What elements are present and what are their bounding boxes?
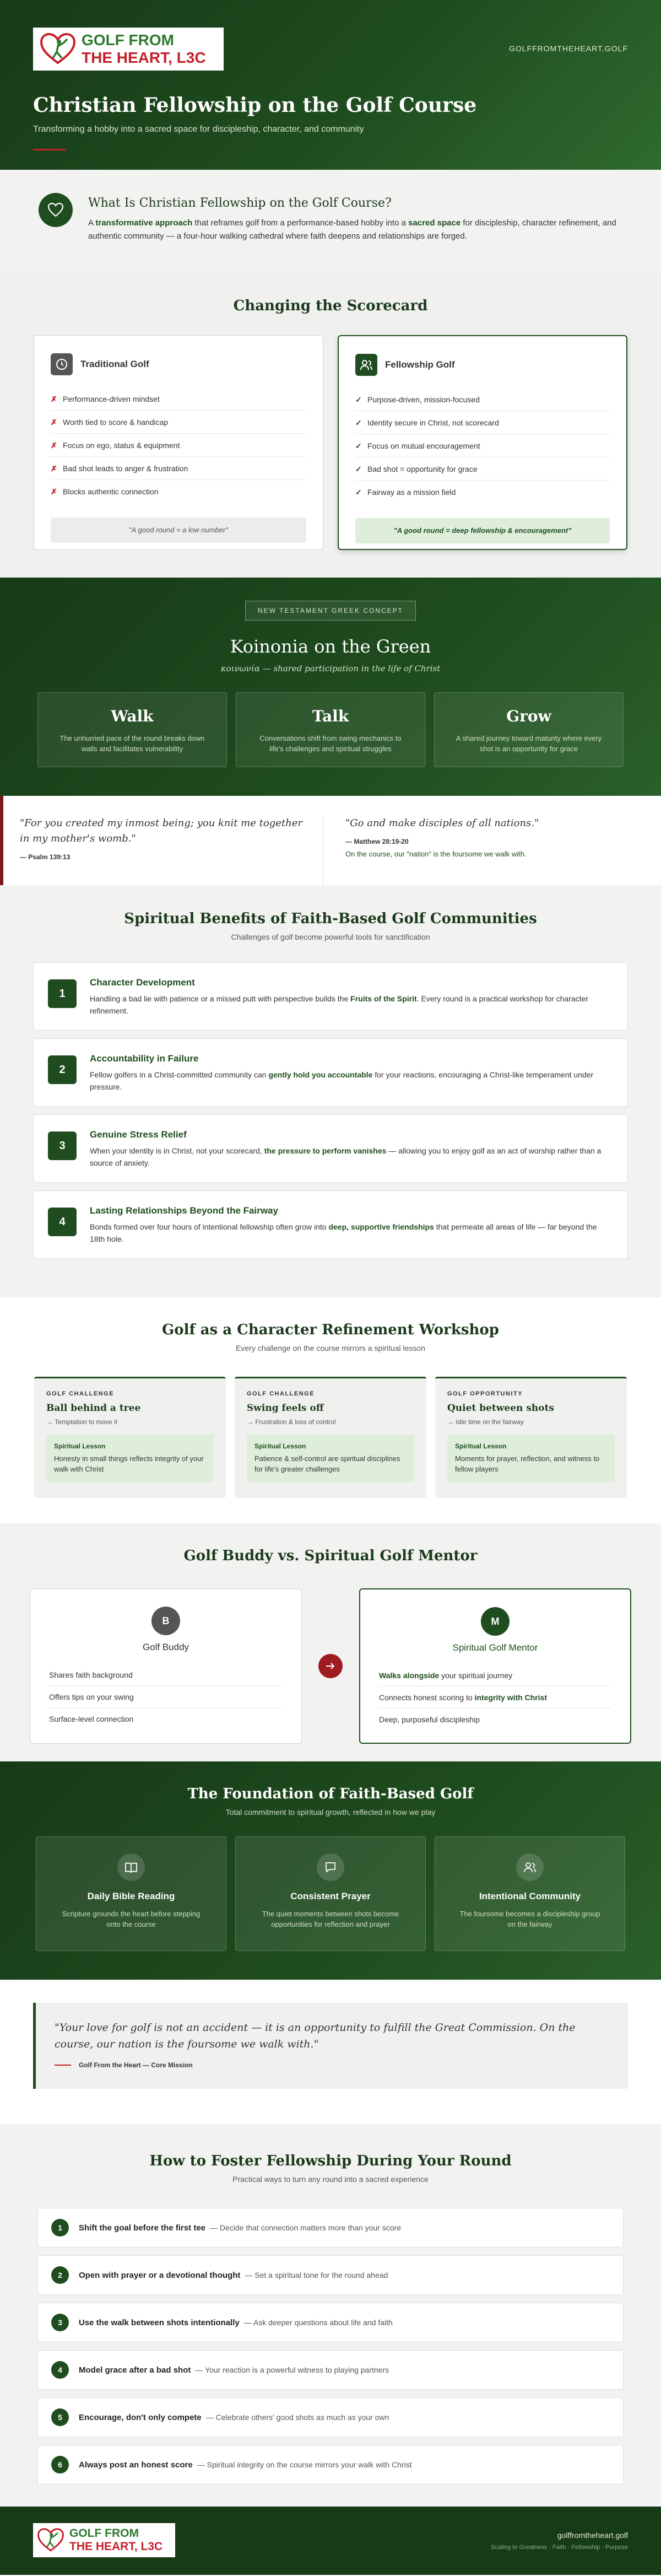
- community-card: [435, 1836, 625, 1951]
- benefits-section: [0, 885, 661, 1297]
- concept-badge: NEW TESTAMENT GREEK CONCEPT: [245, 601, 416, 621]
- benefit-item: [33, 1114, 628, 1183]
- card-name: Golf Buddy: [142, 1642, 189, 1652]
- lesson-text: Moments for prayer, reflection, and witness to fellow players: [455, 1454, 600, 1473]
- list-item: ✗ Performance-driven mindset: [51, 387, 306, 411]
- grow-card: [434, 692, 624, 767]
- avatar: M: [481, 1607, 510, 1636]
- foster-fellowship-section: [0, 2124, 661, 2507]
- card-description: Conversations shift from swing mechanics to life's challenges and spiritual struggles: [259, 734, 402, 753]
- lesson-text: Honesty in small things reflects integrity of your walk with Christ: [54, 1454, 204, 1473]
- workshop-section: [0, 1297, 661, 1523]
- card-label: GOLF CHALLENGE: [247, 1391, 315, 1397]
- scripture-quote: [20, 816, 323, 885]
- workshop-subtitle: Every challenge on the course mirrors a spiritual lesson: [236, 1344, 425, 1352]
- site-url-link[interactable]: GOLFFROMTHEHEART.GOLF: [509, 44, 628, 53]
- step-title: Shift the goal before the first tee: [79, 2223, 206, 2233]
- lesson-box: [46, 1435, 214, 1482]
- logo-line-1: GOLF FROM: [82, 31, 174, 48]
- step-number: 4: [51, 2361, 69, 2379]
- traditional-title: Traditional Golf: [80, 359, 149, 369]
- step-item: [37, 2445, 624, 2485]
- step-number: 3: [51, 2314, 69, 2331]
- step-title: Model grace after a bad shot: [79, 2365, 191, 2375]
- quote-reference: — Matthew 28:19-20: [345, 838, 409, 845]
- accent-divider: [33, 149, 66, 150]
- mission-attribution: Golf From the Heart — Core Mission: [55, 2061, 610, 2069]
- step-description: — Celebrate others' good shots as much as your own: [205, 2413, 389, 2422]
- benefit-number: 4: [48, 1208, 77, 1236]
- spiritual-mentor-card: [359, 1588, 631, 1744]
- mission-quote: "Your love for golf is not an accident — it is an opportunity to fulfill the Great Commission. On the course, our nation is the foursome we walk with.": [55, 2022, 576, 2050]
- benefit-description: When your identity is in Christ, not your scorecard, the pressure to perform vanishes — allowing you to enjoy golf as an act of worship rather than a source of anxiety.: [90, 1146, 602, 1167]
- card-description: The quiet moments between shots become opportunities for reflection and prayer: [262, 1910, 399, 1928]
- card-heading: Walk: [111, 707, 154, 725]
- hero-header: [0, 0, 661, 170]
- scorecard-section: [0, 271, 661, 578]
- prayer-card: [235, 1836, 426, 1951]
- card-label: GOLF CHALLENGE: [46, 1391, 115, 1397]
- check-icon: ✓: [355, 418, 362, 427]
- what-is-section: [0, 170, 661, 271]
- step-title: Always post an honest score: [79, 2460, 193, 2470]
- scripture-quotes: [0, 796, 661, 885]
- step-description: — Set a spiritual tone for the round ahead: [245, 2271, 388, 2279]
- card-description: The foursome becomes a discipleship group on the fairway: [459, 1910, 600, 1928]
- step-description: — Spiritual integrity on the course mirrors your walk with Christ: [197, 2460, 412, 2469]
- step-item: [37, 2397, 624, 2437]
- list-item: ✓ Purpose-driven, mission-focused: [355, 388, 610, 411]
- list-item: Deep, purposeful discipleship: [379, 1715, 480, 1724]
- people-icon: [355, 354, 377, 376]
- book-icon: [117, 1853, 145, 1881]
- card-subtitle: → Frustration & loss of control: [247, 1418, 336, 1426]
- benefit-item: [33, 962, 628, 1031]
- step-number: 6: [51, 2456, 69, 2473]
- x-icon: ✗: [51, 418, 57, 427]
- bible-reading-card: [36, 1836, 226, 1951]
- step-description: — Your reaction is a powerful witness to playing partners: [195, 2365, 389, 2374]
- page-title: Christian Fellowship on the Golf Course: [33, 94, 477, 117]
- lesson-label: Spiritual Lesson: [54, 1442, 106, 1450]
- benefit-number: 1: [48, 979, 77, 1008]
- x-icon: ✗: [51, 464, 57, 473]
- quote-text: "For you created my inmost being; you knit me together in my mother's womb.": [20, 817, 303, 844]
- golf-buddy-card: [30, 1588, 302, 1744]
- check-icon: ✓: [355, 395, 362, 404]
- brand-logo[interactable]: [33, 28, 224, 71]
- step-number: 2: [51, 2266, 69, 2284]
- opportunity-card: [435, 1377, 627, 1498]
- quote-reference: — Psalm 139:13: [20, 853, 71, 861]
- site-footer: [0, 2507, 661, 2575]
- list-item: Connects honest scoring to integrity with Christ: [379, 1686, 611, 1709]
- logo-line-1: GOLF FROM: [69, 2527, 139, 2540]
- challenge-card: [235, 1377, 426, 1498]
- list-item: ✗ Blocks authentic connection: [51, 480, 306, 503]
- talk-card: [236, 692, 425, 767]
- step-number: 1: [51, 2219, 69, 2237]
- card-heading: Daily Bible Reading: [87, 1891, 175, 1901]
- lesson-label: Spiritual Lesson: [254, 1442, 306, 1450]
- foundation-title: The Foundation of Faith-Based Golf: [187, 1786, 474, 1802]
- benefits-title: Spiritual Benefits of Faith-Based Golf Communities: [124, 910, 537, 927]
- scripture-quote: [323, 816, 626, 885]
- card-description: Scripture grounds the heart before stepping onto the course: [62, 1910, 201, 1928]
- benefit-heading: Accountability in Failure: [90, 1053, 199, 1064]
- list-item: ✓ Fairway as a mission field: [355, 481, 610, 504]
- benefits-subtitle: Challenges of golf become powerful tools for sanctification: [231, 933, 430, 941]
- x-icon: ✗: [51, 395, 57, 403]
- card-heading: Intentional Community: [479, 1891, 581, 1901]
- footer-tagline: Scaling to Greatness · Faith · Fellowship · Purpose: [491, 2544, 628, 2551]
- koinonia-title: Koinonia on the Green: [230, 636, 431, 657]
- list-item: ✓ Identity secure in Christ, not scorecard: [355, 411, 610, 434]
- card-title: Swing feels off: [247, 1403, 324, 1414]
- lesson-box: [447, 1435, 615, 1482]
- mission-quote-box: [33, 2003, 628, 2089]
- list-item: ✗ Focus on ego, status & equipment: [51, 434, 306, 457]
- fellowship-summary: "A good round = deep fellowship & encouragement": [355, 518, 610, 543]
- list-item: Shares faith background: [49, 1664, 283, 1686]
- list-item: Walks alongside your spiritual journey: [379, 1664, 611, 1686]
- benefit-item: [33, 1038, 628, 1107]
- arrow-right-icon: [318, 1654, 343, 1678]
- check-icon: ✓: [355, 441, 362, 450]
- workshop-title: Golf as a Character Refinement Workshop: [162, 1322, 499, 1338]
- check-icon: ✓: [355, 488, 362, 497]
- lesson-box: [247, 1435, 414, 1482]
- card-subtitle: → Idle time on the fairway: [447, 1418, 524, 1426]
- logo-line-2: THE HEART, L3C: [82, 49, 206, 66]
- benefit-description: Handling a bad lie with patience or a missed putt with perspective builds the Fruits of the Spirit. Every round is a practical workshop for character refinement.: [90, 994, 588, 1015]
- step-item: [37, 2303, 624, 2342]
- benefit-number: 3: [48, 1131, 77, 1160]
- list-item: ✗ Bad shot leads to anger & frustration: [51, 457, 306, 480]
- benefit-heading: Lasting Relationships Beyond the Fairway: [90, 1205, 278, 1216]
- quote-explanation: On the course, our "nation" is the foursome we walk with.: [345, 850, 527, 858]
- foundation-subtitle: Total commitment to spiritual growth, reflected in how we play: [225, 1808, 436, 1817]
- card-title: Quiet between shots: [447, 1403, 555, 1414]
- walk-card: [37, 692, 227, 767]
- chat-icon: [317, 1853, 344, 1881]
- heart-golfer-icon: [39, 32, 77, 66]
- x-icon: ✗: [51, 441, 57, 450]
- heart-golfer-icon: [36, 2526, 65, 2555]
- lesson-label: Spiritual Lesson: [455, 1442, 507, 1450]
- card-title: Ball behind a tree: [46, 1403, 141, 1414]
- step-description: — Decide that connection matters more than your score: [210, 2223, 402, 2232]
- list-item: Surface-level connection: [49, 1715, 134, 1723]
- step-number: 5: [51, 2408, 69, 2426]
- accent-line: [55, 2065, 71, 2066]
- what-is-paragraph: A transformative approach that reframes golf from a performance-based hobby into a sacred space for discipleship, character refinement, and authentic community — a four-hour walking cathedral where faith deepens and relationships are forged.: [88, 218, 616, 241]
- what-is-heading: What Is Christian Fellowship on the Golf Course?: [88, 196, 392, 210]
- benefit-description: Fellow golfers in a Christ-committed community can gently hold you accountable for your reactions, encouraging a Christ-like temperament under pressure.: [90, 1070, 594, 1091]
- benefit-item: [33, 1190, 628, 1259]
- fellowship-title: Fellowship Golf: [385, 359, 455, 370]
- page-subtitle: Transforming a hobby into a sacred space for discipleship, character, and community: [33, 125, 364, 134]
- list-item: ✓ Bad shot = opportunity for grace: [355, 457, 610, 481]
- benefit-heading: Genuine Stress Relief: [90, 1129, 187, 1140]
- benefit-heading: Character Development: [90, 977, 195, 988]
- card-label: GOLF OPPORTUNITY: [447, 1391, 523, 1397]
- footer-url-link[interactable]: golffromtheheart.golf: [557, 2531, 628, 2540]
- list-item: ✗ Worth tied to score & handicap: [51, 411, 306, 434]
- step-description: — Ask deeper questions about life and faith: [243, 2318, 393, 2327]
- koinonia-definition: κοινωνία — shared participation in the life of Christ: [220, 664, 441, 673]
- traditional-summary: "A good round = a low number": [51, 518, 306, 543]
- fellowship-golf-card: [338, 335, 627, 550]
- clock-icon: [51, 353, 73, 375]
- foster-title: How to Foster Fellowship During Your Round: [149, 2153, 512, 2169]
- traditional-golf-card: [34, 335, 323, 550]
- list-item: ✓ Focus on mutual encouragement: [355, 434, 610, 457]
- koinonia-section: [0, 578, 661, 796]
- card-subtitle: → Temptation to move it: [46, 1418, 118, 1426]
- step-title: Use the walk between shots intentionally: [79, 2318, 240, 2327]
- quote-text: "Go and make disciples of all nations.": [345, 817, 539, 829]
- step-item: [37, 2350, 624, 2390]
- card-heading: Consistent Prayer: [290, 1891, 371, 1901]
- heart-icon: [39, 193, 73, 227]
- buddy-title: Golf Buddy vs. Spiritual Golf Mentor: [183, 1548, 478, 1564]
- x-icon: ✗: [51, 487, 57, 496]
- step-title: Encourage, don't only compete: [79, 2412, 202, 2422]
- scorecard-title: Changing the Scorecard: [233, 298, 428, 314]
- step-title: Open with prayer or a devotional thought: [79, 2270, 241, 2280]
- benefit-number: 2: [48, 1055, 77, 1084]
- buddy-vs-mentor-section: [0, 1523, 661, 1761]
- community-icon: [516, 1853, 544, 1881]
- card-description: The unhurried pace of the round breaks down walls and facilitates vulnerability: [59, 734, 205, 753]
- card-description: A shared journey toward maturity where every shot is an opportunity for grace: [456, 734, 602, 753]
- footer-logo[interactable]: [33, 2523, 175, 2557]
- step-item: [37, 2208, 624, 2248]
- foundation-section: [0, 1761, 661, 1980]
- logo-line-2: THE HEART, L3C: [69, 2540, 163, 2553]
- mission-section: [0, 1980, 661, 2124]
- lesson-text: Patience & self-control are spiritual disciplines for life's greater challenges: [254, 1454, 400, 1473]
- check-icon: ✓: [355, 465, 362, 473]
- step-item: [37, 2255, 624, 2295]
- challenge-card: [34, 1377, 226, 1498]
- avatar: B: [151, 1607, 180, 1635]
- card-name: Spiritual Golf Mentor: [452, 1642, 538, 1653]
- card-heading: Talk: [312, 707, 349, 725]
- benefit-description: Bonds formed over four hours of intentional fellowship often grow into deep, supportive friendships that permeate all areas of life — far beyond the 18th hole.: [90, 1222, 597, 1243]
- card-heading: Grow: [506, 707, 551, 725]
- foster-subtitle: Practical ways to turn any round into a sacred experience: [232, 2175, 429, 2184]
- list-item: Offers tips on your swing: [49, 1686, 283, 1708]
